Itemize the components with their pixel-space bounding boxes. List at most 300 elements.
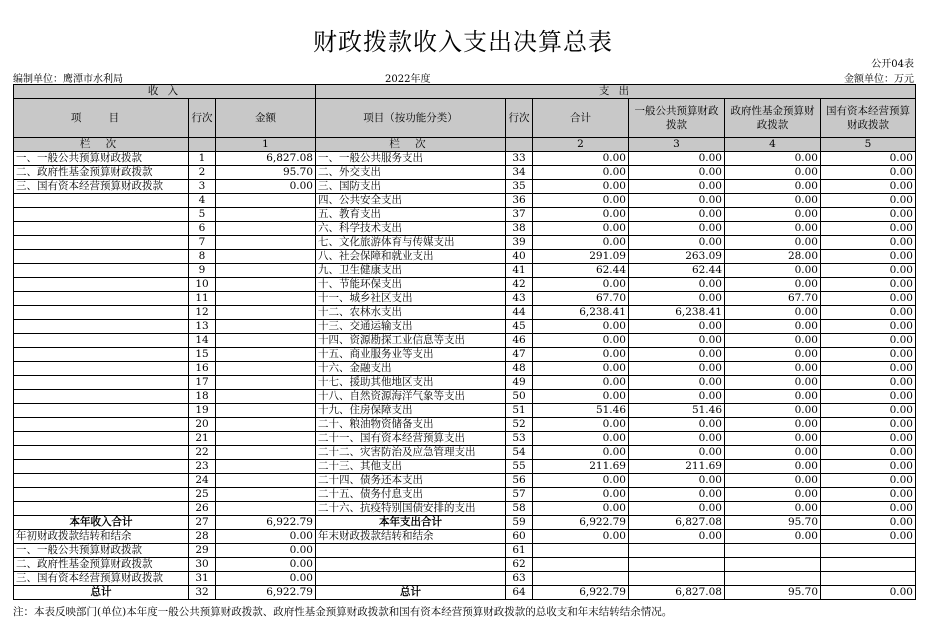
col-total-header: 合计: [533, 99, 629, 138]
cell-left-item: 总计: [14, 586, 189, 600]
cell-left-item: [14, 348, 189, 362]
cell-right-item: 二、外交支出: [316, 166, 506, 180]
cell-left-amount: [216, 264, 316, 278]
table-row: [14, 222, 916, 236]
page-title: 财政拨款收入支出决算总表: [313, 28, 613, 56]
cell-left-amount: [216, 376, 316, 390]
cell-general-amount: 6,827.08: [629, 516, 725, 530]
table-row: [14, 404, 916, 418]
cell-right-item: 二十三、其他支出: [316, 460, 506, 474]
table-row: [14, 180, 916, 194]
cell-right-line: 44: [506, 306, 533, 320]
column-index-row: [14, 138, 916, 152]
table-row: [14, 446, 916, 460]
cell-general-amount: 62.44: [629, 264, 725, 278]
cell-right-line: 57: [506, 488, 533, 502]
cell-left-item: [14, 292, 189, 306]
cell-state-amount: 0.00: [821, 222, 916, 236]
cell-state-amount: 0.00: [821, 488, 916, 502]
cell-right-item: 二十、粮油物资储备支出: [316, 418, 506, 432]
cell-left-line: 28: [189, 530, 216, 544]
cell-left-amount: [216, 278, 316, 292]
cell-right-line: 35: [506, 180, 533, 194]
cell-general-amount: 0.00: [629, 292, 725, 306]
col-line-header: 行次: [189, 99, 216, 138]
cell-left-amount: [216, 208, 316, 222]
cell-general-amount: 0.00: [629, 348, 725, 362]
cell-left-amount: [216, 390, 316, 404]
cell-total-amount: 6,922.79: [533, 586, 629, 600]
cell-fund-amount: 0.00: [725, 418, 821, 432]
cell-fund-amount: 0.00: [725, 320, 821, 334]
cell-total-amount: 291.09: [533, 250, 629, 264]
cell-left-line: 27: [189, 516, 216, 530]
cell-left-item: 二、政府性基金预算财政拨款: [14, 166, 189, 180]
cell-state-amount: 0.00: [821, 516, 916, 530]
cell-right-item: 十三、交通运输支出: [316, 320, 506, 334]
cell-total-amount: [533, 544, 629, 558]
cell-right-item: 十四、资源勘探工业信息等支出: [316, 334, 506, 348]
table-row: [14, 544, 916, 558]
cell-left-amount: [216, 292, 316, 306]
cell-right-item: 八、社会保障和就业支出: [316, 250, 506, 264]
cell-state-amount: 0.00: [821, 530, 916, 544]
cell-fund-amount: 0.00: [725, 530, 821, 544]
cell-right-item: 十八、自然资源海洋气象等支出: [316, 390, 506, 404]
cell-left-amount: 0.00: [216, 558, 316, 572]
cell-fund-amount: 95.70: [725, 586, 821, 600]
income-header: 收 入: [14, 85, 316, 99]
cell-right-item: [316, 572, 506, 586]
cell-left-amount: 0.00: [216, 180, 316, 194]
col-index-3: 3: [629, 138, 725, 152]
cell-fund-amount: 0.00: [725, 194, 821, 208]
col-state-header: 国有资本经营预算财政拨款: [821, 99, 916, 138]
cell-fund-amount: 0.00: [725, 460, 821, 474]
col-line2-header: 行次: [506, 99, 533, 138]
col-amount-header: 金额: [216, 99, 316, 138]
cell-right-item: 十九、住房保障支出: [316, 404, 506, 418]
cell-state-amount: 0.00: [821, 474, 916, 488]
cell-right-line: 56: [506, 474, 533, 488]
cell-fund-amount: 95.70: [725, 516, 821, 530]
cell-left-line: 18: [189, 390, 216, 404]
cell-total-amount: 0.00: [533, 446, 629, 460]
cell-left-amount: [216, 194, 316, 208]
lanci-left-blank: [189, 138, 216, 152]
cell-right-line: 38: [506, 222, 533, 236]
table-row: [14, 530, 916, 544]
table-row: [14, 362, 916, 376]
cell-general-amount: 51.46: [629, 404, 725, 418]
cell-right-item: [316, 558, 506, 572]
cell-fund-amount: 0.00: [725, 208, 821, 222]
cell-general-amount: 0.00: [629, 362, 725, 376]
table-row: [14, 194, 916, 208]
cell-state-amount: 0.00: [821, 278, 916, 292]
cell-total-amount: 0.00: [533, 180, 629, 194]
table-row: [14, 376, 916, 390]
lanci-right: 栏 次: [316, 138, 506, 152]
cell-left-amount: 95.70: [216, 166, 316, 180]
cell-left-line: 10: [189, 278, 216, 292]
cell-right-line: 33: [506, 152, 533, 166]
cell-fund-amount: 0.00: [725, 152, 821, 166]
cell-right-line: 55: [506, 460, 533, 474]
cell-right-item: 十二、农林水支出: [316, 306, 506, 320]
cell-left-line: 4: [189, 194, 216, 208]
cell-right-line: 59: [506, 516, 533, 530]
cell-total-amount: 0.00: [533, 348, 629, 362]
cell-left-line: 2: [189, 166, 216, 180]
cell-left-amount: [216, 502, 316, 516]
cell-general-amount: 6,827.08: [629, 586, 725, 600]
cell-left-line: 9: [189, 264, 216, 278]
cell-general-amount: 263.09: [629, 250, 725, 264]
cell-left-amount: [216, 306, 316, 320]
cell-total-amount: 211.69: [533, 460, 629, 474]
cell-right-item: 二十六、抗疫特别国债安排的支出: [316, 502, 506, 516]
cell-right-line: 46: [506, 334, 533, 348]
cell-fund-amount: 0.00: [725, 278, 821, 292]
cell-total-amount: 0.00: [533, 432, 629, 446]
cell-state-amount: 0.00: [821, 320, 916, 334]
table-row: [14, 432, 916, 446]
cell-general-amount: 0.00: [629, 446, 725, 460]
cell-left-line: 21: [189, 432, 216, 446]
col-general-header: 一般公共预算财政拨款: [629, 99, 725, 138]
reporting-unit: 编制单位：鹰潭市水利局: [13, 74, 123, 85]
cell-left-amount: [216, 418, 316, 432]
table-row: [14, 236, 916, 250]
cell-right-line: 39: [506, 236, 533, 250]
cell-fund-amount: 0.00: [725, 264, 821, 278]
cell-fund-amount: 0.00: [725, 502, 821, 516]
cell-fund-amount: [725, 544, 821, 558]
cell-fund-amount: 0.00: [725, 446, 821, 460]
cell-left-item: [14, 488, 189, 502]
cell-fund-amount: [725, 558, 821, 572]
cell-right-line: 36: [506, 194, 533, 208]
cell-right-line: 43: [506, 292, 533, 306]
cell-state-amount: [821, 572, 916, 586]
cell-state-amount: 0.00: [821, 306, 916, 320]
cell-right-line: 64: [506, 586, 533, 600]
cell-total-amount: 0.00: [533, 502, 629, 516]
cell-general-amount: 0.00: [629, 194, 725, 208]
cell-total-amount: 0.00: [533, 320, 629, 334]
cell-left-amount: [216, 334, 316, 348]
table-row: [14, 460, 916, 474]
cell-general-amount: 0.00: [629, 166, 725, 180]
cell-right-line: 60: [506, 530, 533, 544]
cell-left-line: 32: [189, 586, 216, 600]
cell-total-amount: 0.00: [533, 152, 629, 166]
cell-left-item: 三、国有资本经营预算财政拨款: [14, 180, 189, 194]
table-row: [14, 320, 916, 334]
footnote: 注：本表反映部门(单位)本年度一般公共预算财政拨款、政府性基金预算财政拨款和国有资本经营预算财政拨款的总收支和年末结转结余情况。: [13, 606, 673, 618]
cell-right-item: 四、公共安全支出: [316, 194, 506, 208]
cell-left-line: 19: [189, 404, 216, 418]
table-row: [14, 250, 916, 264]
cell-left-item: [14, 222, 189, 236]
cell-left-item: [14, 334, 189, 348]
cell-left-line: 30: [189, 558, 216, 572]
cell-left-amount: [216, 236, 316, 250]
cell-total-amount: 67.70: [533, 292, 629, 306]
cell-state-amount: 0.00: [821, 194, 916, 208]
cell-fund-amount: 0.00: [725, 488, 821, 502]
cell-left-line: 31: [189, 572, 216, 586]
cell-state-amount: 0.00: [821, 292, 916, 306]
cell-fund-amount: 0.00: [725, 222, 821, 236]
cell-fund-amount: 0.00: [725, 306, 821, 320]
cell-total-amount: 0.00: [533, 474, 629, 488]
section-header-row: [14, 85, 916, 99]
cell-left-line: 5: [189, 208, 216, 222]
cell-general-amount: 0.00: [629, 488, 725, 502]
cell-right-line: 54: [506, 446, 533, 460]
cell-state-amount: 0.00: [821, 208, 916, 222]
cell-state-amount: 0.00: [821, 418, 916, 432]
cell-right-item: 一、一般公共服务支出: [316, 152, 506, 166]
cell-general-amount: 0.00: [629, 236, 725, 250]
meta-row: [13, 70, 914, 83]
cell-general-amount: 0.00: [629, 376, 725, 390]
cell-left-amount: [216, 460, 316, 474]
cell-total-amount: 0.00: [533, 362, 629, 376]
cell-left-line: 11: [189, 292, 216, 306]
cell-general-amount: 0.00: [629, 530, 725, 544]
cell-right-line: 40: [506, 250, 533, 264]
cell-total-amount: [533, 572, 629, 586]
cell-left-item: 一、一般公共预算财政拨款: [14, 152, 189, 166]
cell-right-item: 二十四、债务还本支出: [316, 474, 506, 488]
cell-total-amount: 0.00: [533, 418, 629, 432]
cell-total-amount: 62.44: [533, 264, 629, 278]
cell-left-line: 29: [189, 544, 216, 558]
cell-right-item: 二十一、国有资本经营预算支出: [316, 432, 506, 446]
cell-fund-amount: 28.00: [725, 250, 821, 264]
cell-left-amount: [216, 250, 316, 264]
table-row: [14, 306, 916, 320]
cell-state-amount: 0.00: [821, 376, 916, 390]
cell-right-item: 十一、城乡社区支出: [316, 292, 506, 306]
cell-state-amount: 0.00: [821, 180, 916, 194]
cell-fund-amount: 67.70: [725, 292, 821, 306]
table-row: [14, 390, 916, 404]
table-row: [14, 334, 916, 348]
cell-general-amount: 6,238.41: [629, 306, 725, 320]
cell-right-line: 45: [506, 320, 533, 334]
table-row: [14, 278, 916, 292]
cell-general-amount: 0.00: [629, 418, 725, 432]
cell-left-amount: 0.00: [216, 572, 316, 586]
cell-total-amount: 0.00: [533, 194, 629, 208]
column-header-row: [14, 99, 916, 138]
cell-right-line: 34: [506, 166, 533, 180]
cell-left-item: 一、一般公共预算财政拨款: [14, 544, 189, 558]
table-row: [14, 208, 916, 222]
cell-state-amount: 0.00: [821, 586, 916, 600]
cell-total-amount: 0.00: [533, 222, 629, 236]
cell-right-item: 年末财政拨款结转和结余: [316, 530, 506, 544]
cell-left-item: [14, 278, 189, 292]
table-row: [14, 502, 916, 516]
cell-fund-amount: 0.00: [725, 376, 821, 390]
cell-right-item: 十六、金融支出: [316, 362, 506, 376]
cell-general-amount: 0.00: [629, 208, 725, 222]
cell-left-amount: [216, 320, 316, 334]
cell-left-item: 二、政府性基金预算财政拨款: [14, 558, 189, 572]
cell-right-item: 七、文化旅游体育与传媒支出: [316, 236, 506, 250]
cell-state-amount: 0.00: [821, 390, 916, 404]
cell-state-amount: 0.00: [821, 264, 916, 278]
cell-fund-amount: 0.00: [725, 180, 821, 194]
cell-state-amount: 0.00: [821, 334, 916, 348]
cell-left-item: [14, 236, 189, 250]
cell-left-item: 年初财政拨款结转和结余: [14, 530, 189, 544]
expense-header: 支 出: [316, 85, 916, 99]
cell-fund-amount: 0.00: [725, 432, 821, 446]
cell-right-item: 本年支出合计: [316, 516, 506, 530]
cell-state-amount: 0.00: [821, 152, 916, 166]
col-index-2: 2: [533, 138, 629, 152]
cell-left-item: [14, 432, 189, 446]
cell-left-item: [14, 194, 189, 208]
amount-unit: 金额单位：万元: [844, 74, 914, 85]
cell-fund-amount: 0.00: [725, 348, 821, 362]
table-row: [14, 264, 916, 278]
fiscal-year: 2022年度: [385, 74, 431, 85]
table-row: [14, 558, 916, 572]
cell-left-amount: 0.00: [216, 530, 316, 544]
report-table: [13, 84, 916, 600]
cell-general-amount: 0.00: [629, 334, 725, 348]
cell-left-line: 1: [189, 152, 216, 166]
table-row: [14, 516, 916, 530]
cell-left-line: 23: [189, 460, 216, 474]
cell-left-amount: [216, 474, 316, 488]
table-row: [14, 152, 916, 166]
cell-left-item: [14, 390, 189, 404]
cell-right-item: 二十二、灾害防治及应急管理支出: [316, 446, 506, 460]
cell-right-item: 总计: [316, 586, 506, 600]
cell-state-amount: 0.00: [821, 250, 916, 264]
cell-left-line: 22: [189, 446, 216, 460]
cell-state-amount: [821, 558, 916, 572]
cell-general-amount: 211.69: [629, 460, 725, 474]
cell-left-line: 8: [189, 250, 216, 264]
cell-right-item: 六、科学技术支出: [316, 222, 506, 236]
cell-left-amount: 6,922.79: [216, 516, 316, 530]
table-row: [14, 572, 916, 586]
table-row: [14, 292, 916, 306]
cell-general-amount: [629, 572, 725, 586]
cell-left-item: 三、国有资本经营预算财政拨款: [14, 572, 189, 586]
cell-total-amount: 0.00: [533, 376, 629, 390]
cell-left-line: 20: [189, 418, 216, 432]
cell-fund-amount: 0.00: [725, 166, 821, 180]
cell-total-amount: 0.00: [533, 236, 629, 250]
cell-state-amount: 0.00: [821, 404, 916, 418]
cell-state-amount: 0.00: [821, 236, 916, 250]
cell-general-amount: 0.00: [629, 502, 725, 516]
cell-right-item: 十、节能环保支出: [316, 278, 506, 292]
cell-left-item: [14, 502, 189, 516]
cell-left-amount: [216, 222, 316, 236]
cell-left-item: [14, 404, 189, 418]
cell-general-amount: 0.00: [629, 432, 725, 446]
cell-right-line: 47: [506, 348, 533, 362]
table-row: [14, 348, 916, 362]
cell-left-item: [14, 460, 189, 474]
lanci-left: 栏 次: [14, 138, 189, 152]
col-fund-header: 政府性基金预算财政拨款: [725, 99, 821, 138]
cell-state-amount: 0.00: [821, 446, 916, 460]
cell-right-line: 52: [506, 418, 533, 432]
col-item-header: 项 目: [14, 99, 189, 138]
cell-left-line: 25: [189, 488, 216, 502]
cell-general-amount: [629, 558, 725, 572]
cell-left-item: [14, 250, 189, 264]
cell-left-amount: [216, 432, 316, 446]
cell-state-amount: 0.00: [821, 348, 916, 362]
cell-left-item: [14, 376, 189, 390]
cell-general-amount: 0.00: [629, 180, 725, 194]
cell-right-line: 48: [506, 362, 533, 376]
cell-fund-amount: 0.00: [725, 390, 821, 404]
cell-right-item: 三、国防支出: [316, 180, 506, 194]
col-index-5: 5: [821, 138, 916, 152]
cell-right-line: 37: [506, 208, 533, 222]
cell-right-line: 61: [506, 544, 533, 558]
table-row: [14, 418, 916, 432]
cell-state-amount: [821, 544, 916, 558]
cell-left-line: 6: [189, 222, 216, 236]
cell-right-item: 五、教育支出: [316, 208, 506, 222]
table-row: [14, 474, 916, 488]
cell-total-amount: 0.00: [533, 488, 629, 502]
cell-fund-amount: 0.00: [725, 474, 821, 488]
cell-total-amount: 0.00: [533, 530, 629, 544]
cell-fund-amount: [725, 572, 821, 586]
cell-left-item: [14, 320, 189, 334]
cell-left-amount: [216, 404, 316, 418]
cell-left-line: 13: [189, 320, 216, 334]
cell-state-amount: 0.00: [821, 460, 916, 474]
cell-state-amount: 0.00: [821, 432, 916, 446]
cell-left-item: [14, 474, 189, 488]
cell-left-line: 26: [189, 502, 216, 516]
cell-fund-amount: 0.00: [725, 334, 821, 348]
cell-left-line: 7: [189, 236, 216, 250]
cell-right-line: 51: [506, 404, 533, 418]
cell-total-amount: [533, 558, 629, 572]
cell-general-amount: 0.00: [629, 390, 725, 404]
cell-right-line: 62: [506, 558, 533, 572]
cell-left-amount: [216, 488, 316, 502]
cell-left-item: [14, 362, 189, 376]
cell-left-item: 本年收入合计: [14, 516, 189, 530]
cell-general-amount: 0.00: [629, 152, 725, 166]
cell-right-item: 十五、商业服务业等支出: [316, 348, 506, 362]
cell-total-amount: 0.00: [533, 166, 629, 180]
col-index-1: 1: [216, 138, 316, 152]
cell-left-amount: 0.00: [216, 544, 316, 558]
cell-total-amount: 6,922.79: [533, 516, 629, 530]
cell-total-amount: 0.00: [533, 390, 629, 404]
